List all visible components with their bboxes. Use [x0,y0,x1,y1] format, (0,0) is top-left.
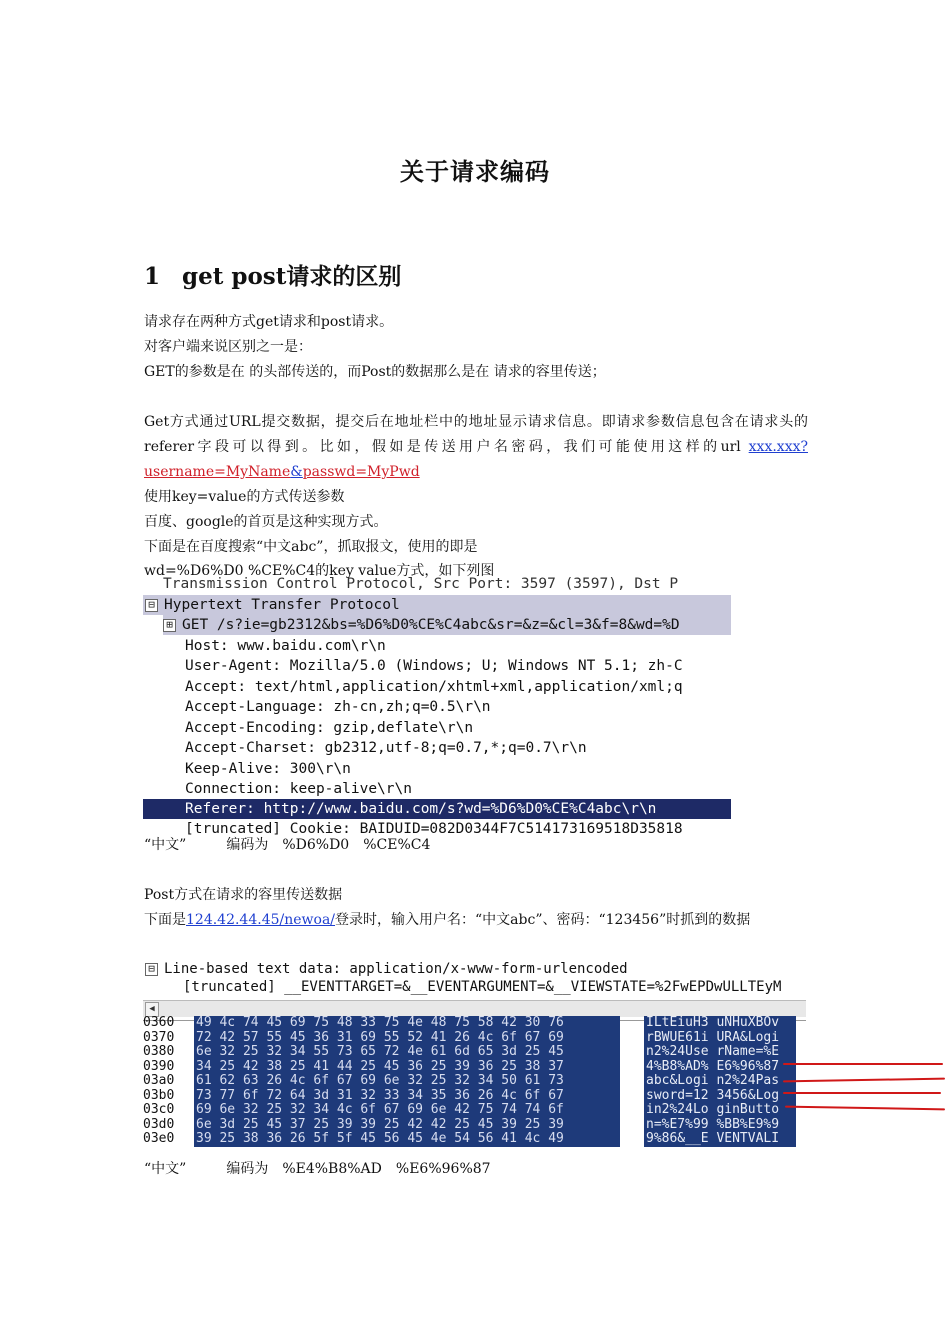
tree-row-get[interactable]: ⊞ GET /s?ie=gb2312&bs=%D6%D0%CE%C4abc&sr=&z=&cl=3&f=8&wd=%D [163,615,731,635]
tree-row-user-agent[interactable]: User-Agent: Mozilla/5.0 (Windows; U; Windows NT 5.1; zh-C [185,658,683,674]
hex-row[interactable] [143,1103,806,1118]
tree-row-accept-encoding[interactable]: Accept-Encoding: gzip,deflate\r\n [185,720,474,736]
hex-bytes: 6e 32 25 32 34 55 73 65 72 4e 61 6d 65 3d 25 45 [194,1045,620,1060]
tree-row-accept[interactable]: Accept: text/html,application/xhtml+xml,application/xml;q [185,679,683,695]
hex-row[interactable] [143,1016,806,1031]
example-url-link[interactable]: xxx.xxx? [748,439,808,455]
annotation-underline [783,1078,945,1083]
hex-offset: 0380 [143,1044,175,1059]
tree-row-accept-charset[interactable]: Accept-Charset: gb2312,utf-8;q=0.7,*;q=0.7\r\n [185,740,587,756]
annotation-underline [785,1106,945,1111]
hex-row[interactable] [143,1132,806,1147]
hex-ascii: 4%B8%AD% E6%96%87 [644,1060,796,1075]
hex-row[interactable] [143,1060,806,1075]
annotation-underline [783,1063,943,1065]
caption-post-encoding: “中文” 编码为 %E4%B8%AD %E6%96%87 [144,1161,491,1177]
paragraph: 对客户端来说区别之一是： [144,339,312,355]
hex-offset: 03d0 [143,1116,175,1132]
hex-dump-screenshot [143,1015,806,1152]
hex-bytes: 69 6e 32 25 32 34 4c 6f 67 69 6e 42 75 74 74 6f [194,1103,620,1118]
hex-bytes: 49 4c 74 45 69 75 48 33 75 4e 48 75 58 42 30 76 [194,1016,620,1031]
hex-row[interactable] [143,1031,806,1046]
hex-bytes: 34 25 42 38 25 41 44 25 45 36 25 39 36 25 38 37 [194,1060,620,1075]
packet-capture-screenshot [143,576,731,837]
collapse-icon[interactable]: ⊟ [145,963,158,976]
section-number: 1 [144,263,161,290]
paragraph-text: Get方式通过URL提交数据，提交后在地址栏中的地址显示请求信息。即请求参数信息包含在请求头的referer字段可以得到。比如，假如是传送用户名密码，我们可能使用这样的url [144,414,808,455]
annotation-underline [783,1092,941,1094]
hex-ascii: sword=12 3456&Log [644,1089,796,1104]
section-heading [144,258,401,291]
expand-icon[interactable]: ⊞ [163,619,176,632]
hex-ascii: in2%24Lo ginButto [644,1103,796,1118]
hex-row[interactable] [143,1045,806,1060]
hex-bytes: 39 25 38 36 26 5f 5f 45 56 45 4e 54 56 41 4c 49 [194,1132,620,1147]
hex-offset: 0390 [143,1058,175,1074]
paragraph-post-example: 下面是124.42.44.45/newoa/登录时，输入用户名：“中文abc”、密码：“123456”时抓到的数据 [144,912,751,928]
tree-row-cookie[interactable]: [truncated] Cookie: BAIDUID=082D0344F7C514173169518D35818 [185,821,683,837]
tree-row-accept-language[interactable]: Accept-Language: zh-cn,zh;q=0.5\r\n [185,699,491,715]
hex-offset: 03a0 [143,1073,175,1088]
paragraph: wd=%D6%D0 %CE%C4的key value方式，如下列图 [144,563,495,579]
passwd-param-link[interactable]: passwd=MyPwd [302,464,420,480]
hex-ascii: rBWUE61i URA&Logi [644,1031,796,1046]
tree-row-http[interactable]: ⊟ Hypertext Transfer Protocol [143,595,731,615]
hex-row[interactable] [143,1118,806,1133]
hex-row[interactable] [143,1074,806,1089]
hex-offset: 0360 [143,1015,175,1030]
hex-offset: 03b0 [143,1087,175,1103]
tree-row-line-based[interactable]: ⊟ Line-based text data: application/x-www-form-urlencoded [143,960,628,979]
hex-bytes: 73 77 6f 72 64 3d 31 32 33 34 35 36 26 4c 6f 67 [194,1089,620,1104]
paragraph-get-explanation [144,410,808,485]
paragraph: 百度、google的首页是这种实现方式。 [144,514,388,530]
hex-ascii: n=%E7%99 %BB%E9%9 [644,1118,796,1133]
tree-row-connection[interactable]: Connection: keep-alive\r\n [185,781,412,797]
tree-row-truncated-form[interactable]: [truncated] __EVENTTARGET=&__EVENTARGUMENT=&__VIEWSTATE=%2FwEPDwULLTEyM [183,979,782,995]
hex-bytes: 61 62 63 26 4c 6f 67 69 6e 32 25 32 34 50 61 73 [194,1074,620,1089]
tree-row-referer-selected[interactable]: Referer: http://www.baidu.com/s?wd=%D6%D0%CE%C4abc\r\n [143,799,731,819]
hex-offset: 03e0 [143,1131,175,1146]
hex-bytes: 72 42 57 55 45 36 31 69 55 52 41 26 4c 6f 67 69 [194,1031,620,1046]
form-data-screenshot [143,960,806,1021]
scroll-left-icon[interactable]: ◀ [145,1002,159,1017]
paragraph: 使用key=value的方式传送参数 [144,489,345,505]
hex-bytes: 6e 3d 25 45 37 25 39 39 25 42 42 25 45 39 25 39 [194,1118,620,1133]
hex-offset: 03c0 [143,1102,175,1117]
hex-ascii: n2%24Use rName=%E [644,1045,796,1060]
hex-row[interactable] [143,1089,806,1104]
hex-offset: 0370 [143,1029,175,1045]
paragraph: 请求存在两种方式get请求和post请求。 [144,314,394,330]
collapse-icon[interactable]: ⊟ [145,599,158,612]
paragraph: GET的参数是在 的头部传送的，而Post的数据那么是在 请求的容里传送； [144,364,606,380]
caption-get-encoding: “中文” 编码为 %D6%D0 %CE%C4 [144,837,431,853]
section-title: get post请求的区别 [182,263,402,290]
server-address-link[interactable]: 124.42.44.45/newoa/ [186,912,336,928]
hex-ascii: abc&Logi n2%24Pas [644,1074,796,1089]
document-title: 关于请求编码 [400,157,550,186]
username-param-link[interactable]: username=MyName [144,464,291,480]
tree-row-tcp: Transmission Control Protocol, Src Port: 3597 (3597), Dst P [163,576,679,592]
paragraph: 下面是在百度搜索“中文abc”，抓取报文，使用的即是 [144,539,478,555]
hex-ascii: 9%86&__E VENTVALI [644,1132,796,1147]
tree-row-keep-alive[interactable]: Keep-Alive: 300\r\n [185,761,351,777]
paragraph: Post方式在请求的容里传送数据 [144,887,343,903]
ampersand-link[interactable]: & [290,464,303,480]
tree-row-host[interactable]: Host: www.baidu.com\r\n [185,638,386,654]
hex-ascii: ILtEiuH3 uNHuXBOv [644,1016,796,1031]
